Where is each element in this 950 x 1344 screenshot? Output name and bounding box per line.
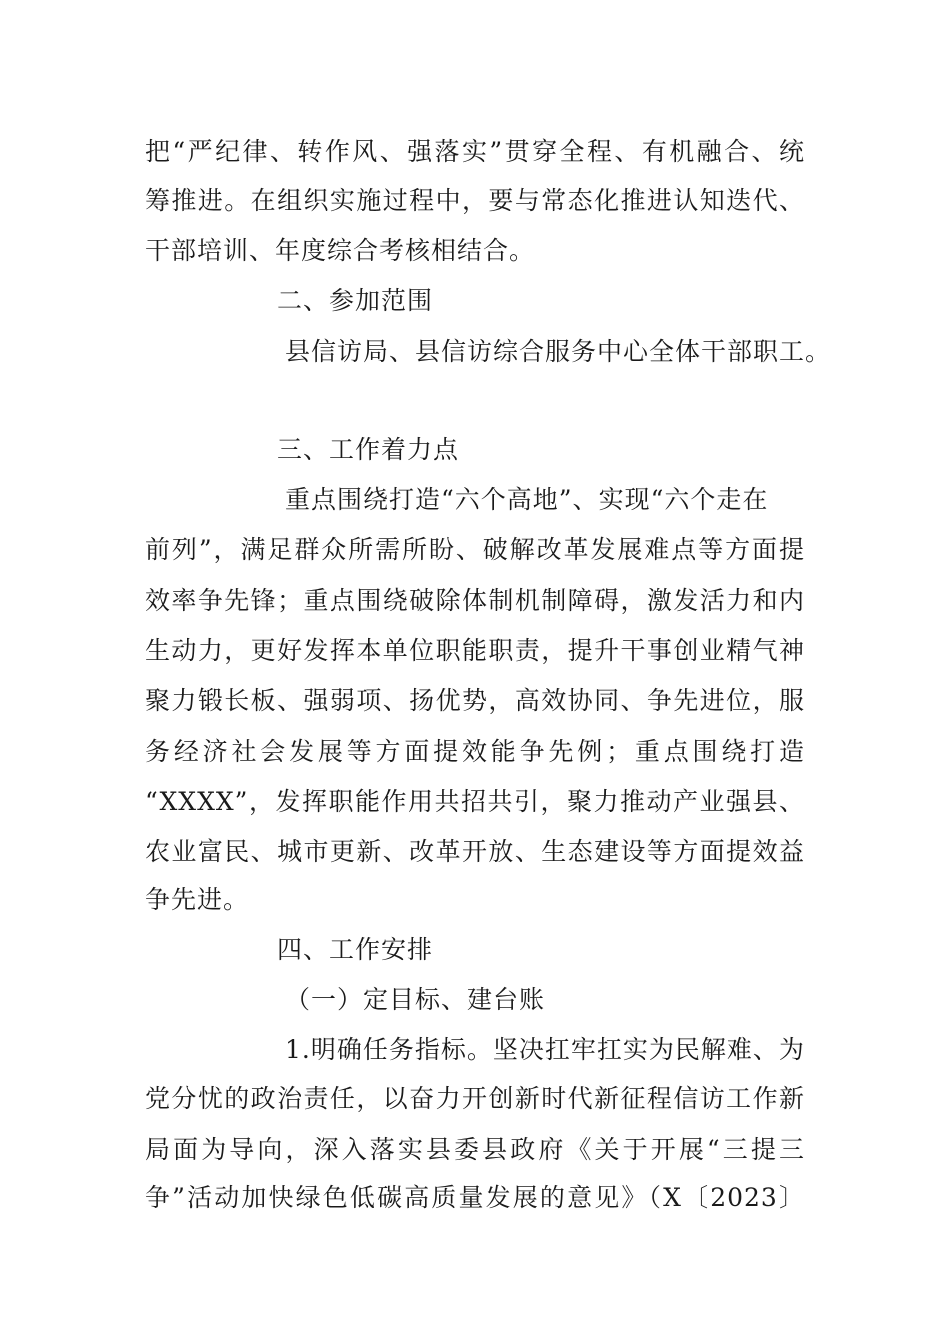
paragraph-line-1: 把“严纪律、转作风、强落实”贯穿全程、有机融合、统 bbox=[145, 137, 805, 166]
paragraph-line-focus-7: “XXXX”，发挥职能作用共招共引，聚力推动产业强县、 bbox=[145, 787, 805, 816]
paragraph-line-scope: 县信访局、县信访综合服务中心全体干部职工。 bbox=[285, 337, 832, 366]
paragraph-line-task-2: 党分忧的政治责任，以奋力开创新时代新征程信访工作新 bbox=[145, 1084, 805, 1113]
paragraph-line-focus-3: 效率争先锋；重点围绕破除体制机制障碍，激发活力和内 bbox=[145, 586, 805, 615]
paragraph-line-focus-4: 生动力，更好发挥本单位职能职责，提升干事创业精气神 bbox=[145, 636, 805, 665]
paragraph-line-focus-9: 争先进。 bbox=[145, 885, 250, 914]
paragraph-line-task-4: 争”活动加快绿色低碳高质量发展的意见》（X〔2023〕 bbox=[145, 1183, 805, 1212]
subsection-heading-targets: （一）定目标、建台账 bbox=[285, 985, 546, 1014]
paragraph-line-focus-2: 前列”，满足群众所需所盼、破解改革发展难点等方面提 bbox=[145, 535, 805, 564]
paragraph-line-2: 筹推进。在组织实施过程中，要与常态化推进认知迭代、 bbox=[145, 186, 805, 215]
paragraph-line-focus-8: 农业富民、城市更新、改革开放、生态建设等方面提效益 bbox=[145, 837, 805, 866]
section-heading-arrangement: 四、工作安排 bbox=[277, 935, 434, 964]
paragraph-line-task-3: 局面为导向，深入落实县委县政府《关于开展“三提三 bbox=[145, 1135, 805, 1164]
paragraph-line-focus-1: 重点围绕打造“六个高地”、实现“六个走在 bbox=[285, 485, 769, 514]
section-heading-scope: 二、参加范围 bbox=[277, 286, 434, 315]
paragraph-line-3: 干部培训、年度综合考核相结合。 bbox=[145, 236, 536, 265]
paragraph-line-focus-6: 务经济社会发展等方面提效能争先例；重点围绕打造 bbox=[145, 737, 805, 766]
section-heading-focus: 三、工作着力点 bbox=[277, 435, 460, 464]
paragraph-line-focus-5: 聚力锻长板、强弱项、扬优势，高效协同、争先进位，服 bbox=[145, 686, 805, 715]
paragraph-line-task-1: 1.明确任务指标。坚决扛牢扛实为民解难、为 bbox=[285, 1035, 805, 1064]
